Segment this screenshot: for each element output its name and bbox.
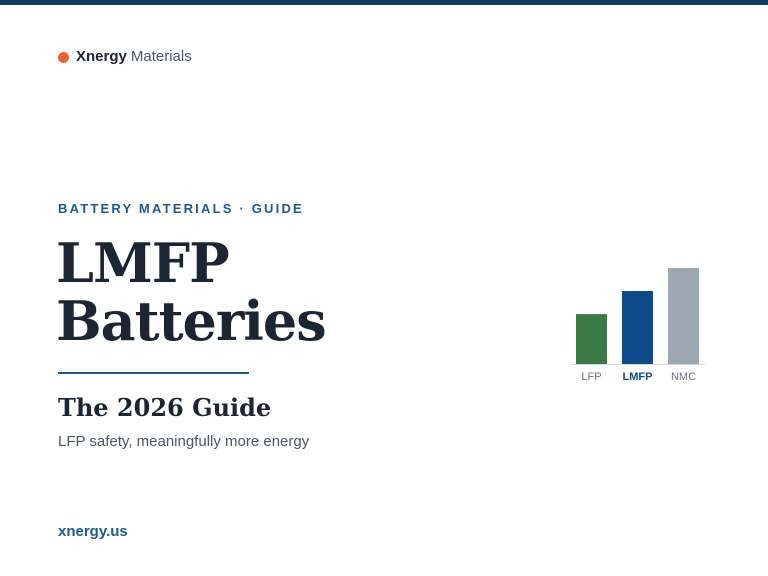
brand-suffix: Materials: [130, 48, 192, 65]
brand-dot-icon: [58, 52, 69, 63]
tagline: LFP safety, meaningfully more energy: [58, 433, 310, 450]
top-accent-bar: [0, 0, 768, 5]
comparison-bar-chart: [560, 250, 720, 390]
title-line-1: LMFP: [56, 231, 229, 295]
eyebrow-label: BATTERY MATERIALS · GUIDE: [58, 201, 304, 216]
tick-label-nmc: NMC: [670, 371, 697, 383]
bar-lfp: [576, 314, 607, 364]
bar-lmfp: [622, 291, 653, 364]
title-line-2: Batteries: [56, 289, 326, 353]
brand-name: Xnergy: [76, 48, 127, 65]
subtitle: The 2026 Guide: [58, 393, 272, 422]
page-title: [56, 231, 326, 353]
tick-label-lfp: LFP: [581, 371, 602, 383]
title-divider: [58, 372, 249, 374]
bar-nmc: [668, 268, 699, 364]
brand-logo: [58, 47, 192, 67]
tick-label-lmfp: LMFP: [622, 371, 653, 383]
footer-url-link[interactable]: xnergy.us: [58, 523, 128, 540]
